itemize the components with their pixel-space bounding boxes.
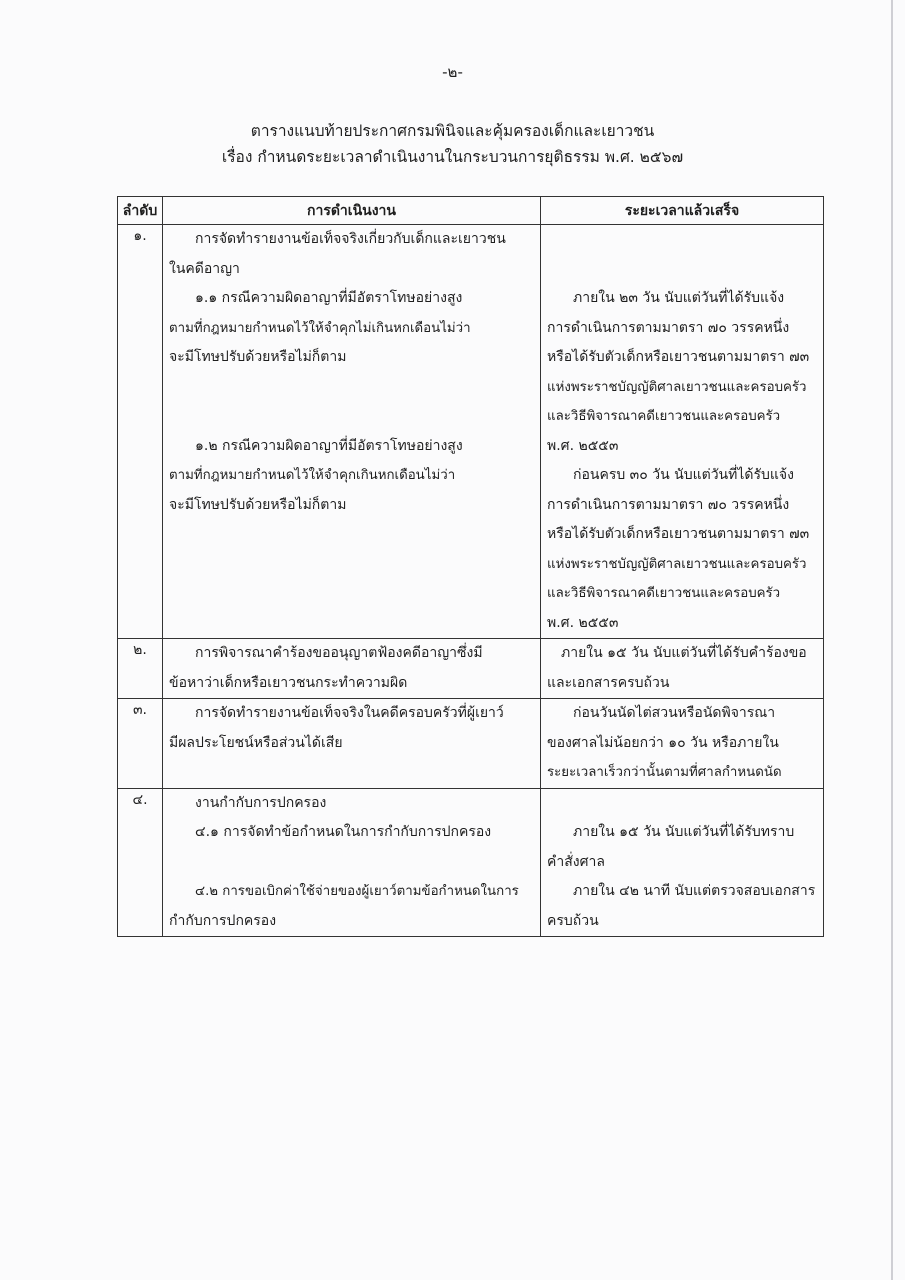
header-order: ลำดับ <box>118 197 163 225</box>
operation-cell <box>163 788 541 937</box>
operation-cell <box>163 639 541 699</box>
table-row <box>118 639 824 699</box>
operation-line: ๔.๑ การจัดทำข้อกำหนดในการกำกับการปกครอง <box>195 824 492 840</box>
scan-edge <box>891 0 893 1280</box>
operation-line: การจัดทำรายงานข้อเท็จจริงในคดีครอบครัวที่ผู้เยาว์ <box>195 705 504 721</box>
table-row <box>118 788 824 937</box>
operation-line: จะมีโทษปรับด้วยหรือไม่ก็ตาม <box>169 496 347 513</box>
timeframe-line: ภายใน ๔๒ นาที นับแต่ตรวจสอบเอกสาร <box>573 883 816 899</box>
operation-line: ๔.๒ การขอเบิกค่าใช้จ่ายของผู้เยาว์ตามข้อกำหนดในการ <box>195 884 519 899</box>
timeframe-line: การดำเนินการตามมาตรา ๗๐ วรรคหนึ่ง <box>547 319 790 336</box>
operation-line: ในคดีอาญา <box>169 260 240 277</box>
timeframe-line: ก่อนครบ ๓๐ วัน นับแต่วันที่ได้รับแจ้ง <box>573 467 794 483</box>
timeframe-cell <box>541 788 824 937</box>
operation-line: การพิจารณาคำร้องขออนุญาตฟ้องคดีอาญาซึ่งมี <box>195 645 483 661</box>
timeframe-line: พ.ศ. ๒๕๕๓ <box>547 614 619 631</box>
table-row <box>118 699 824 789</box>
operation-cell <box>163 225 541 639</box>
operation-line: การจัดทำรายงานข้อเท็จจริงเกี่ยวกับเด็กและเยาวชน <box>195 231 506 247</box>
operation-line: มีผลประโยชน์หรือส่วนได้เสีย <box>169 734 343 751</box>
schedule-table <box>117 196 824 937</box>
timeframe-line: ก่อนวันนัดไต่สวนหรือนัดพิจารณา <box>573 705 776 721</box>
operation-line: ๑.๑ กรณีความผิดอาญาที่มีอัตราโทษอย่างสูง <box>195 290 463 306</box>
timeframe-cell <box>541 639 824 699</box>
timeframe-line: ครบถ้วน <box>547 912 599 929</box>
timeframe-line: การดำเนินการตามมาตรา ๗๐ วรรคหนึ่ง <box>547 496 790 513</box>
row-number: ๑. <box>118 225 163 639</box>
operation-line: ตามที่กฎหมายกำหนดไว้ให้จำคุกเกินหกเดือนไม่ว่า <box>169 468 456 483</box>
operation-line: ตามที่กฎหมายกำหนดไว้ให้จำคุกไม่เกินหกเดือนไม่ว่า <box>169 320 471 336</box>
timeframe-line: ของศาลไม่น้อยกว่า ๑๐ วัน หรือภายใน <box>547 734 779 751</box>
operation-line: กำกับการปกครอง <box>169 912 277 929</box>
header-operation: การดำเนินงาน <box>163 197 541 225</box>
timeframe-line: คำสั่งศาล <box>547 853 605 870</box>
timeframe-line: แห่งพระราชบัญญัติศาลเยาวชนและครอบครัว <box>547 556 807 572</box>
table-header-row <box>118 197 824 225</box>
timeframe-line: หรือได้รับตัวเด็กหรือเยาวชนตามมาตรา ๗๓ <box>547 349 810 365</box>
timeframe-line: ภายใน ๒๓ วัน นับแต่วันที่ได้รับแจ้ง <box>573 290 785 306</box>
row-number: ๓. <box>118 699 163 789</box>
operation-line: จะมีโทษปรับด้วยหรือไม่ก็ตาม <box>169 349 347 365</box>
table-row <box>118 225 824 639</box>
timeframe-line: และวิธีพิจารณาคดีเยาวชนและครอบครัว <box>547 409 781 424</box>
timeframe-line: พ.ศ. ๒๕๕๓ <box>547 437 619 454</box>
timeframe-line: และวิธีพิจารณาคดีเยาวชนและครอบครัว <box>547 586 781 601</box>
row-number: ๔. <box>118 788 163 937</box>
row-number: ๒. <box>118 639 163 699</box>
title-line-1: ตารางแนบท้ายประกาศกรมพินิจและคุ้มครองเด็กและเยาวชน <box>250 122 655 140</box>
timeframe-line: ภายใน ๑๕ วัน นับแต่วันที่ได้รับทราบ <box>573 824 795 840</box>
timeframe-line: และเอกสารครบถ้วน <box>547 674 670 691</box>
document-title <box>0 118 905 170</box>
operation-line: ข้อหาว่าเด็กหรือเยาวชนกระทำความผิด <box>169 674 408 691</box>
timeframe-line: หรือได้รับตัวเด็กหรือเยาวชนตามมาตรา ๗๓ <box>547 526 810 542</box>
timeframe-line: ภายใน ๑๕ วัน นับแต่วันที่ได้รับคำร้องขอ <box>561 645 807 661</box>
operation-line: ๑.๒ กรณีความผิดอาญาที่มีอัตราโทษอย่างสูง <box>195 437 463 454</box>
timeframe-cell <box>541 225 824 639</box>
operation-line: งานกำกับการปกครอง <box>195 794 327 811</box>
operation-cell <box>163 699 541 789</box>
timeframe-cell <box>541 699 824 789</box>
title-line-2: เรื่อง กำหนดระยะเวลาดำเนินงานในกระบวนการยุติธรรม พ.ศ. ๒๕๖๗ <box>221 148 684 166</box>
timeframe-line: ระยะเวลาเร็วกว่านั้นตามที่ศาลกำหนดนัด <box>547 765 782 780</box>
header-timeframe: ระยะเวลาแล้วเสร็จ <box>541 197 824 225</box>
timeframe-line: แห่งพระราชบัญญัติศาลเยาวชนและครอบครัว <box>547 379 807 395</box>
page-number: -๒- <box>442 63 463 81</box>
